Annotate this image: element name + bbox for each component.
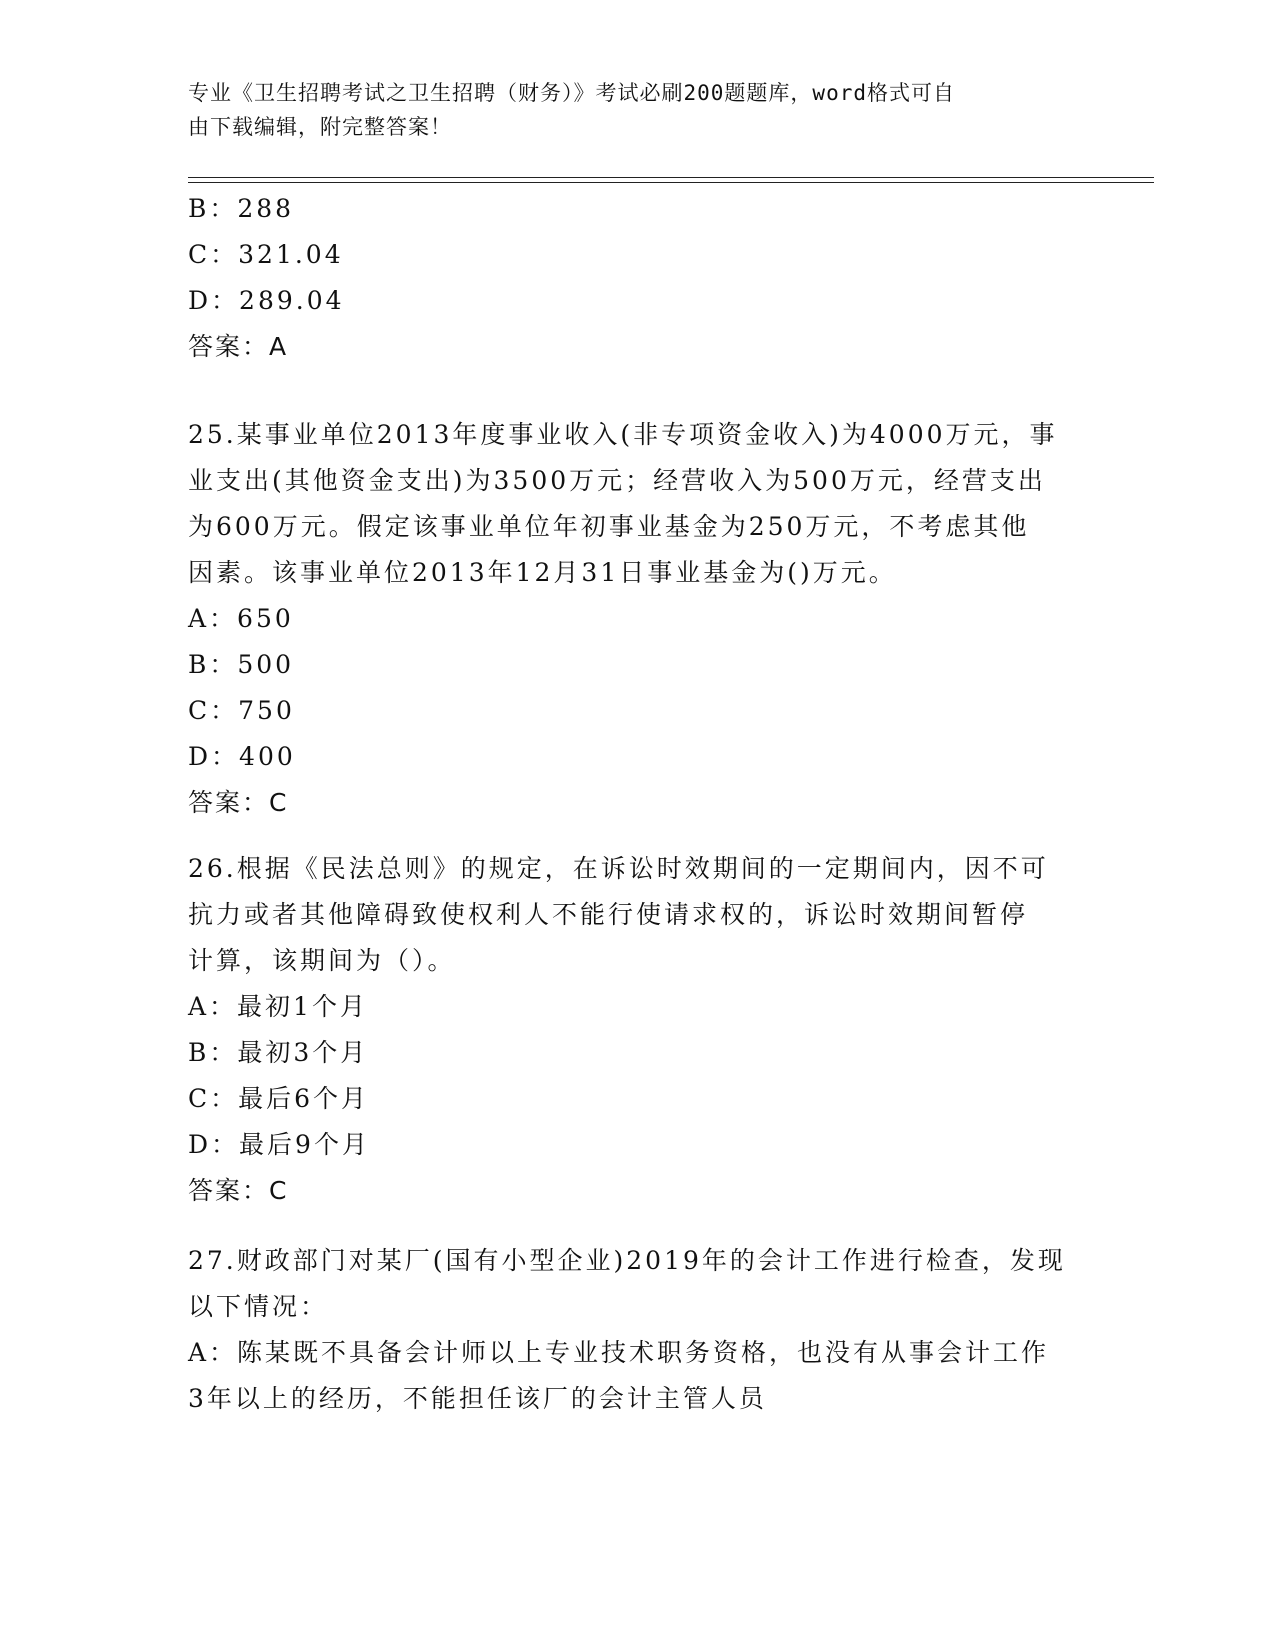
option-c: C：321.04 bbox=[188, 240, 344, 269]
option-d: D：400 bbox=[188, 742, 296, 771]
option-a-continued: 3年以上的经历，不能担任该厂的会计主管人员 bbox=[188, 1384, 767, 1413]
option-c: C：最后6个月 bbox=[188, 1084, 370, 1113]
question-text-line: 26.根据《民法总则》的规定，在诉讼时效期间的一定期间内，因不可 bbox=[188, 854, 1049, 883]
option-d: D：最后9个月 bbox=[188, 1130, 370, 1159]
question-text-line: 因素。该事业单位2013年12月31日事业基金为()万元。 bbox=[188, 558, 897, 587]
answer: 答案：A bbox=[188, 332, 289, 361]
option-d: D：289.04 bbox=[188, 286, 345, 315]
header-line-1: 专业《卫生招聘考试之卫生招聘（财务）》考试必刷200题题库，word格式可自 bbox=[188, 81, 955, 105]
question-25 bbox=[188, 412, 1088, 826]
option-a: A：最初1个月 bbox=[188, 992, 368, 1021]
option-a: A：陈某既不具备会计师以上专业技术职务资格，也没有从事会计工作 bbox=[188, 1338, 1050, 1367]
question-text-line: 为600万元。假定该事业单位年初事业基金为250万元，不考虑其他 bbox=[188, 512, 1030, 541]
question-27 bbox=[188, 1238, 1088, 1422]
page-header bbox=[188, 76, 1068, 144]
question-26 bbox=[188, 846, 1088, 1214]
header-rule-bottom bbox=[188, 182, 1154, 183]
option-b: B：500 bbox=[188, 650, 295, 679]
question-text-line: 业支出(其他资金支出)为3500万元；经营收入为500万元，经营支出 bbox=[188, 466, 1046, 495]
question-text-line: 计算，该期间为（）。 bbox=[188, 946, 456, 975]
option-a: A：650 bbox=[188, 604, 294, 633]
prev-question bbox=[188, 186, 1088, 370]
question-text-line: 抗力或者其他障碍致使权利人不能行使请求权的，诉讼时效期间暂停 bbox=[188, 900, 1029, 929]
header-line-2: 由下载编辑，附完整答案！ bbox=[188, 115, 452, 139]
option-b: B：最初3个月 bbox=[188, 1038, 369, 1067]
answer: 答案：C bbox=[188, 1176, 289, 1205]
answer: 答案：C bbox=[188, 788, 289, 817]
question-text-line: 以下情况： bbox=[188, 1292, 329, 1321]
question-text-line: 25.某事业单位2013年度事业收入(非专项资金收入)为4000万元，事 bbox=[188, 420, 1058, 449]
option-c: C：750 bbox=[188, 696, 295, 725]
question-text-line: 27.财政部门对某厂(国有小型企业)2019年的会计工作进行检查，发现 bbox=[188, 1246, 1066, 1275]
header-rule-top bbox=[188, 177, 1154, 178]
option-b: B：288 bbox=[188, 194, 295, 223]
